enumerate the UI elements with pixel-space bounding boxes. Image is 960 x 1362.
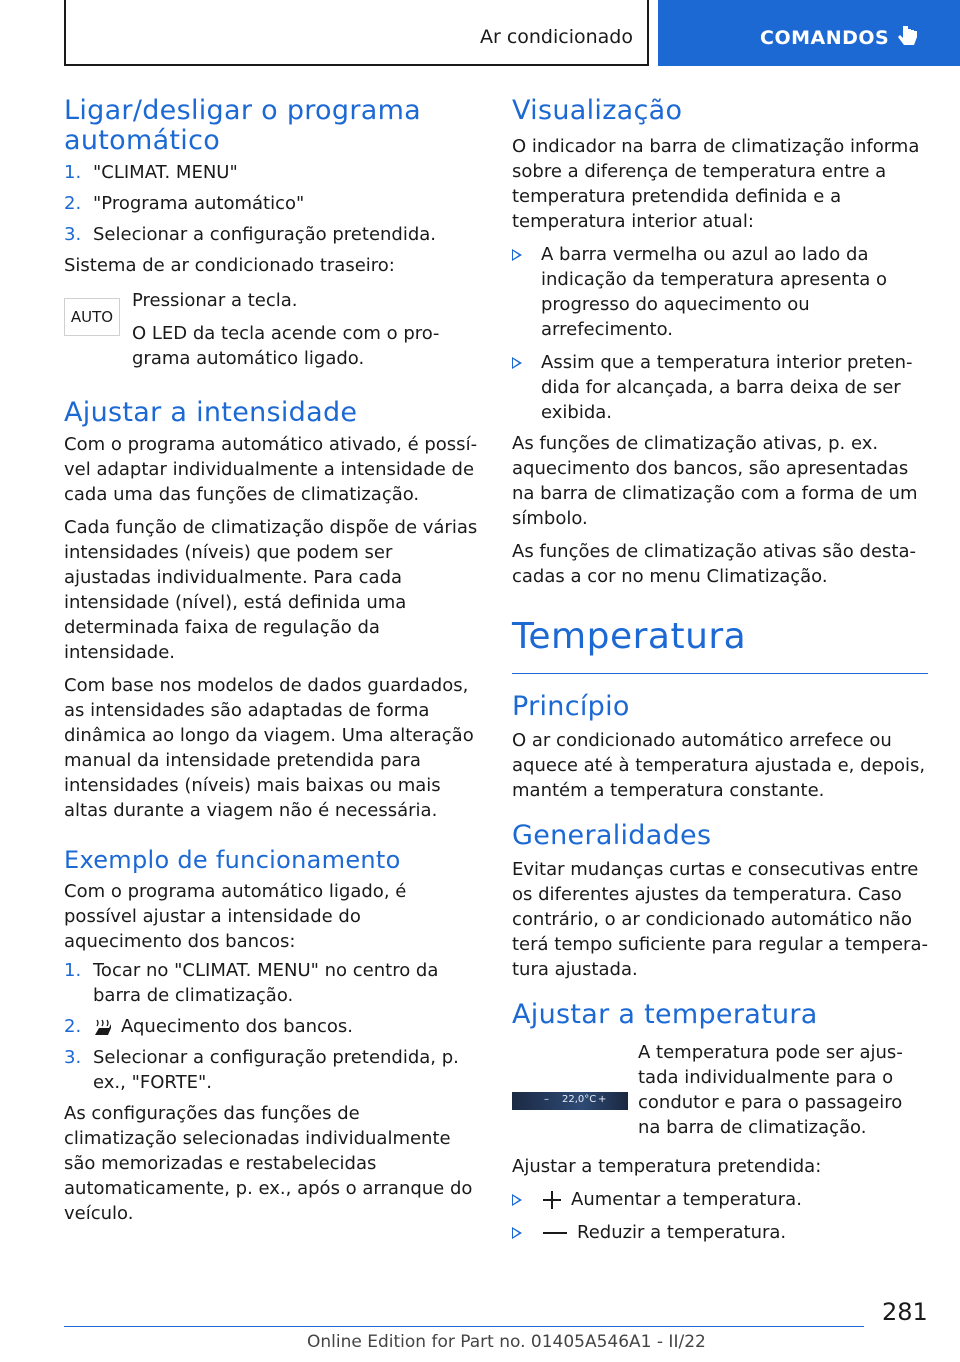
temp-value-label: 22,0°C (562, 1094, 597, 1105)
minus-icon (543, 1232, 567, 1234)
adjust-paragraph: A temperatura pode ser ajustada individualmente para o condutor e para o passageiro na barra de climatização. (638, 1042, 903, 1138)
climate-bar-thumbnail (512, 1092, 628, 1110)
heading-temperature: Temperatura (512, 616, 747, 657)
example-steps-list (64, 958, 478, 1095)
display-paragraph-1: O indicador na barra de climatização informa sobre a diferença de temperatura entre a temperatura pretendida definida e a temperatura interior atual: (512, 136, 920, 232)
svg-text:AUTO: AUTO (70, 308, 114, 326)
intensity-paragraph-2: Cada função de climatização dispõe de várias intensidades (níveis) que podem ser ajustadas individualmente. Para cada intensidade (nível), está definida uma determinada faixa de regulação da intensidade. (64, 517, 478, 663)
header-chapter-label: COMANDOS (760, 27, 890, 49)
page-number: 281 (882, 1298, 928, 1326)
section-divider (512, 673, 928, 674)
principle-paragraph: O ar condicionado automático arrefece ou aquece até à temperatura ajustada e, depois, mantém a temperatura constante. (512, 730, 926, 801)
bullet-icon (512, 249, 522, 261)
header-section-title: Ar condicionado (479, 26, 633, 48)
auto-key-row (64, 288, 478, 376)
heading-general: Generalidades (512, 820, 712, 851)
list-item: A barra vermelha ou azul ao lado da indicação da temperatura apresenta o progresso do aquecimento ou arrefecimento. (512, 242, 928, 342)
list-item: Aumentar a temperatura. (512, 1187, 928, 1212)
press-key-text: Pressionar a tecla. (132, 290, 298, 311)
footer-divider (64, 1326, 864, 1327)
list-item: Assim que a temperatura interior pretendida for alcançada, a barra deixa de ser exibida. (512, 350, 928, 425)
intensity-paragraph-1: Com o programa automático ativado, é possível adaptar individualmente a intensidade de cada uma das funções de climatização. (64, 434, 478, 505)
adjust-label: Ajustar a temperatura pretendida: (512, 1156, 822, 1177)
memory-paragraph: As configurações das funções de climatização selecionadas individualmente são memorizadas e restabelecidas automaticamente, p. ex., após o arranque do veículo. (64, 1103, 473, 1224)
auto-key-icon (64, 298, 120, 336)
general-paragraph: Evitar mudanças curtas e consecutivas entre os diferentes ajustes da temperatura. Caso contrário, o ar condicionado automático não terá tempo suficiente para regular a temperatura ajustada. (512, 859, 928, 980)
list-item: 2. "Programa automático" (64, 193, 305, 214)
list-item: 3. Selecionar a configuração pretendida. (64, 224, 437, 245)
heading-example: Exemplo de funcionamento (64, 846, 401, 874)
auto-steps-list (64, 160, 478, 247)
footer-edition: Online Edition for Part no. 01405A546A1 - II/22 (307, 1332, 706, 1352)
temperature-row (512, 1040, 928, 1140)
rear-ac-label: Sistema de ar condicionado traseiro: (64, 255, 395, 276)
bullet-icon (512, 1194, 522, 1206)
bullet-icon (512, 1227, 522, 1239)
list-item: 1. "CLIMAT. MENU" (64, 162, 238, 183)
list-item: Reduzir a temperatura. (512, 1220, 928, 1245)
display-paragraph-2: As funções de climatização ativas, p. ex. aquecimento dos bancos, são apresentadas na barra de climatização com a forma de um símbolo. (512, 433, 918, 529)
heading-principle: Princípio (512, 691, 630, 722)
list-item: 2. Aquecimento dos bancos. (64, 1016, 354, 1037)
temp-minus-label: – (544, 1094, 549, 1105)
header-section-box (64, 0, 649, 66)
plus-icon (543, 1191, 561, 1209)
left-column (64, 96, 478, 1226)
example-paragraph: Com o programa automático ligado, é possível ajustar a intensidade do aquecimento dos bancos: (64, 881, 407, 952)
header-chapter-tab[interactable] (658, 0, 960, 66)
heading-display: Visualização (512, 95, 683, 126)
hand-pointer-icon (896, 24, 920, 50)
temp-plus-label: + (598, 1094, 607, 1105)
seat-heating-icon (93, 1018, 115, 1036)
led-text: O LED da tecla acende com o programa automático ligado. (132, 323, 440, 369)
list-item: 3. Selecionar a configuração pretendida, p. ex., "FORTE". (64, 1047, 459, 1093)
list-item: 1. Tocar no "CLIMAT. MENU" no centro da barra de climatização. (64, 960, 439, 1006)
heading-adjust-temperature: Ajustar a temperatura (512, 999, 818, 1030)
heading-intensity: Ajustar a intensidade (64, 397, 358, 428)
display-paragraph-3: As funções de climatização ativas são destacadas a cor no menu Climatização. (512, 541, 917, 587)
intensity-paragraph-3: Com base nos modelos de dados guardados, as intensidades são adaptadas de forma dinâmica ao longo da viagem. Uma alteração manual da intensidade pretendida para intensidades (níveis) mais baixas ou mais altas durante a viagem não é necessária. (64, 675, 474, 821)
bullet-icon (512, 357, 522, 369)
right-column (512, 96, 928, 1245)
heading-auto-program: Ligar/desligar o programa automático (64, 95, 422, 156)
